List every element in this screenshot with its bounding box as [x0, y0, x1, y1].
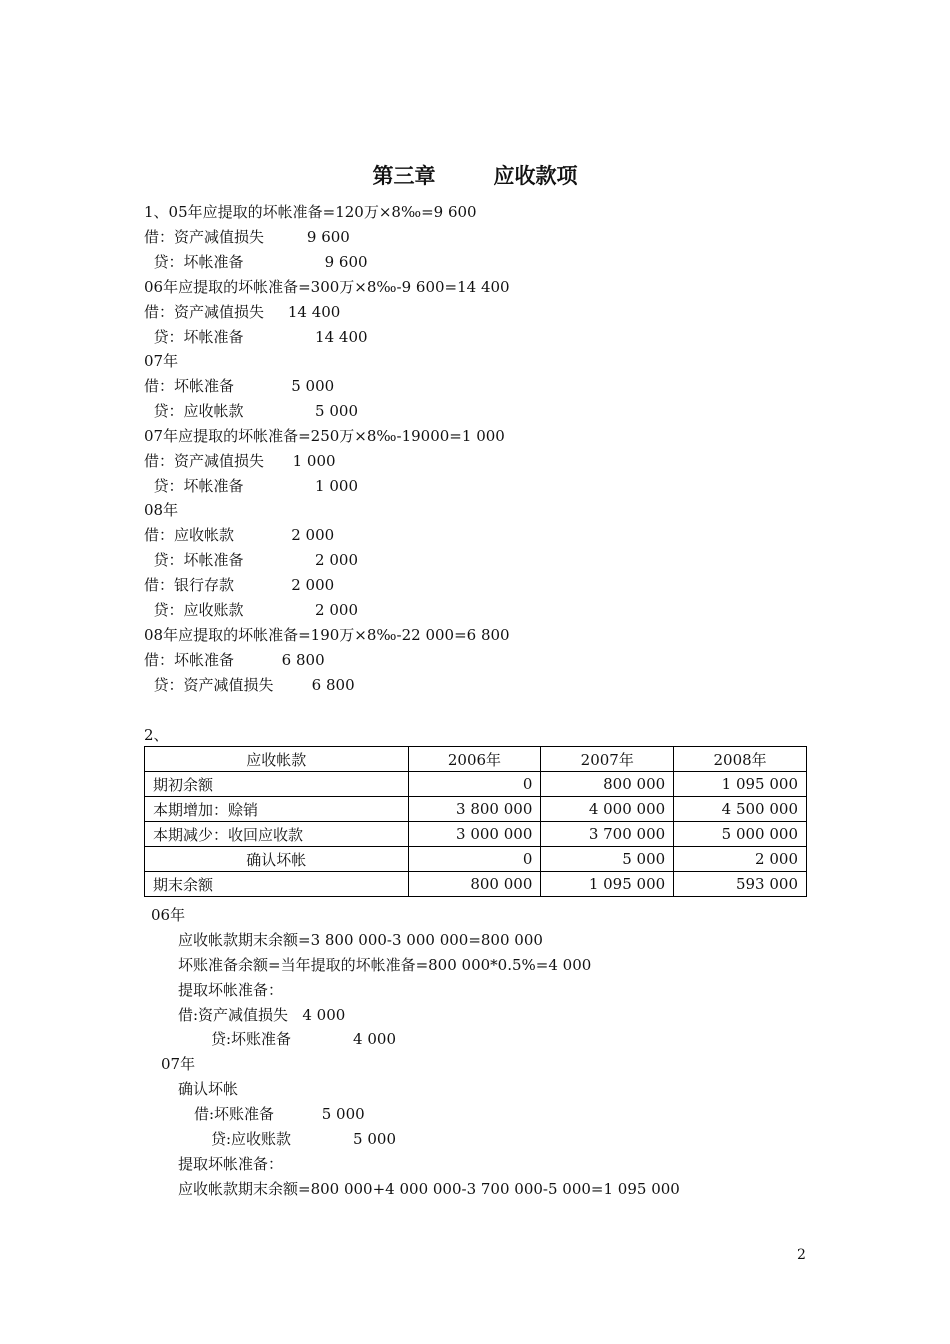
text-line: 借：应收帐款 2 000	[144, 526, 335, 544]
text-line: 贷：坏帐准备 14 400	[144, 328, 368, 346]
table-header-cell: 2008年	[674, 747, 807, 772]
table-row	[145, 872, 807, 897]
table-cell: 800 000	[541, 772, 674, 797]
text-line: 借：资产减值损失 9 600	[144, 228, 350, 246]
text-line: 贷：坏帐准备 2 000	[144, 551, 358, 569]
page-number: 2	[797, 1247, 806, 1263]
table-header-cell: 2007年	[541, 747, 674, 772]
text-line: 06年应提取的坏帐准备=300万×8‰-9 600=14 400	[144, 278, 510, 296]
table-cell: 1 095 000	[541, 872, 674, 897]
text-line: 确认坏帐	[178, 1080, 239, 1098]
table-cell: 3 000 000	[408, 822, 541, 847]
table-cell: 4 000 000	[541, 797, 674, 822]
row-label: 本期增加：赊销	[145, 797, 409, 822]
text-line: 贷:应收账款 5 000	[211, 1130, 396, 1148]
text-line: 贷：坏帐准备 1 000	[144, 477, 358, 495]
text-line: 借：坏帐准备 6 800	[144, 651, 325, 669]
text-line: 借：资产减值损失 1 000	[144, 452, 336, 470]
text-line: 贷：坏帐准备 9 600	[144, 253, 368, 271]
table-cell: 3 700 000	[541, 822, 674, 847]
text-line: 借：坏帐准备 5 000	[144, 377, 335, 395]
table-cell: 5 000	[541, 847, 674, 872]
table-cell: 2 000	[674, 847, 807, 872]
table-row	[145, 797, 807, 822]
table-header-cell: 2006年	[408, 747, 541, 772]
text-line: 提取坏帐准备：	[178, 1155, 284, 1173]
row-label: 本期减少：收回应收款	[145, 822, 409, 847]
text-line: 07年应提取的坏帐准备=250万×8‰-19000=1 000	[144, 427, 505, 445]
text-line: 借：资产减值损失 14 400	[144, 303, 341, 321]
table-cell: 593 000	[674, 872, 807, 897]
chapter-number: 第三章	[372, 164, 436, 188]
text-line: 坏账准备余额=当年提取的坏帐准备=800 000*0.5%=4 000	[178, 956, 592, 974]
table-cell: 3 800 000	[408, 797, 541, 822]
text-line: 08年应提取的坏帐准备=190万×8‰-22 000=6 800	[144, 626, 510, 644]
receivables-table	[144, 746, 807, 897]
text-line: 贷：应收帐款 5 000	[144, 402, 358, 420]
table-row	[145, 772, 807, 797]
table-cell: 800 000	[408, 872, 541, 897]
row-label: 期初余额	[145, 772, 409, 797]
text-line: 提取坏帐准备：	[178, 981, 284, 999]
row-label: 确认坏帐	[145, 847, 409, 872]
text-line: 应收帐款期末余额=3 800 000-3 000 000=800 000	[178, 931, 543, 949]
table-cell: 0	[408, 772, 541, 797]
table-cell: 1 095 000	[674, 772, 807, 797]
table-header-row	[145, 747, 807, 772]
table-row	[145, 847, 807, 872]
text-line: 贷:坏账准备 4 000	[211, 1030, 396, 1048]
text-line: 贷：应收账款 2 000	[144, 601, 358, 619]
chapter-name: 应收款项	[493, 164, 578, 188]
section-number: 2、	[144, 726, 169, 744]
text-line: 07年	[144, 352, 179, 370]
text-line: 借:坏账准备 5 000	[194, 1105, 365, 1123]
text-line: 借：银行存款 2 000	[144, 576, 335, 594]
table-cell: 0	[408, 847, 541, 872]
table-row	[145, 822, 807, 847]
text-line: 1、05年应提取的坏帐准备=120万×8‰=9 600	[144, 203, 477, 221]
chapter-title	[0, 160, 950, 190]
text-line: 借:资产减值损失 4 000	[178, 1006, 346, 1024]
text-line: 08年	[144, 501, 179, 519]
table-header-cell: 应收帐款	[145, 747, 409, 772]
text-line: 应收帐款期末余额=800 000+4 000 000-3 700 000-5 000=1 095 000	[178, 1180, 680, 1198]
text-line: 贷：资产减值损失 6 800	[144, 676, 355, 694]
table-cell: 5 000 000	[674, 822, 807, 847]
row-label: 期末余额	[145, 872, 409, 897]
text-line: 07年	[161, 1055, 196, 1073]
text-line: 06年	[151, 906, 186, 924]
table-cell: 4 500 000	[674, 797, 807, 822]
